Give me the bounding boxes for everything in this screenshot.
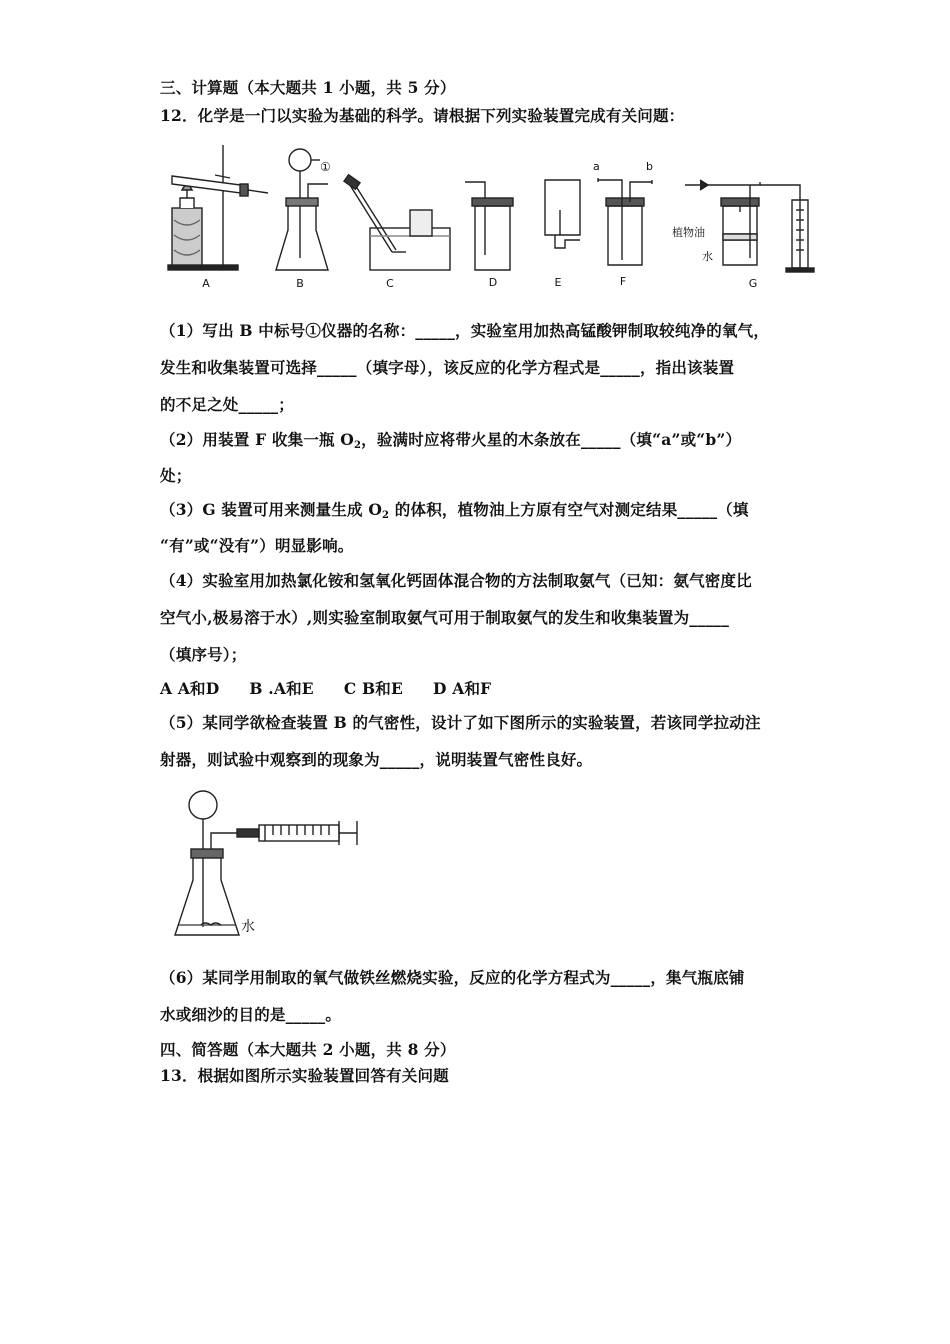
option-c: C B和E (343, 679, 403, 698)
label-c: C (386, 277, 394, 290)
section3-title: 三、计算题（本大题共 1 小题，共 5 分） (160, 78, 456, 97)
label-e: E (554, 276, 562, 289)
label-g-water: 水 (702, 250, 713, 263)
q12-part1-line1: （1）写出 B 中标号①仪器的名称：_____，实验室用加热高锰酸钾制取较纯净的氧气， (160, 321, 770, 340)
q12-part4-line1: （4）实验室用加热氯化铵和氢氧化钙固体混合物的方法制取氨气（已知：氨气密度比 (160, 571, 752, 590)
q12-part2-line1: （2）用装置 F 收集一瓶 $O_2$，验满时应将带火星的木条放在_____（填“a”或“b”） (160, 430, 742, 451)
q12-part1-line2: 发生和收集装置可选择_____（填字母），该反应的化学方程式是_____，指出该装置 (160, 358, 735, 377)
q12-part5-line1: （5）某同学欲检查装置 B 的气密性，设计了如下图所示的实验装置，若该同学拉动注 (160, 713, 761, 732)
q12-part2-line2: 处； (160, 466, 192, 485)
q12-part5-line2: 射器，则试验中观察到的现象为_____，说明装置气密性良好。 (160, 750, 593, 769)
section4-title: 四、简答题（本大题共 2 小题，共 8 分） (160, 1040, 456, 1059)
label-f-b: b (646, 160, 653, 173)
airtightness-figure (165, 785, 375, 945)
label-d: D (488, 276, 498, 289)
fig-water-label: 水 (241, 919, 255, 935)
q12-part6-line1: （6）某同学用制取的氧气做铁丝燃烧实验，反应的化学方程式为_____，集气瓶底铺 (160, 968, 745, 987)
option-b: B .A和E (249, 679, 314, 698)
q12-part6-line2: 水或细沙的目的是_____。 (160, 1005, 342, 1024)
question-12-stem: 12．化学是一门以实验为基础的科学。请根据下列实验装置完成有关问题： (160, 106, 685, 125)
apparatus-d (465, 182, 513, 270)
apparatus-c (344, 175, 450, 270)
label-a: A (202, 277, 210, 290)
q12-part3-line1: （3）G 装置可用来测量生成 $O_2$ 的体积，植物油上方原有空气对测定结果_____（填 (160, 500, 749, 521)
q12-part3-line2: “有”或“没有”）明显影响。 (160, 536, 354, 555)
q12-part4-line3: （填序号）； (160, 645, 247, 664)
apparatus-figure (160, 140, 830, 295)
label-g: G (748, 277, 758, 290)
apparatus-f (598, 178, 652, 265)
option-d: D A和F (432, 679, 492, 698)
option-a: A A和D (160, 679, 220, 698)
question-13-stem: 13．根据如图所示实验装置回答有关问题 (160, 1066, 449, 1085)
q12-options (160, 677, 491, 699)
label-g-oil: 植物油 (672, 226, 705, 239)
label-b: B (296, 277, 304, 290)
label-mark-1: ① (320, 160, 331, 174)
q12-part4-line2: 空气小,极易溶于水）,则实验室制取氨气可用于制取氨气的发生和收集装置为_____ (160, 608, 730, 627)
label-f-a: a (593, 160, 600, 173)
apparatus-a (168, 145, 268, 270)
label-f: F (619, 275, 627, 288)
apparatus-e (545, 180, 580, 248)
q12-part1-line3: 的不足之处_____； (160, 395, 294, 414)
